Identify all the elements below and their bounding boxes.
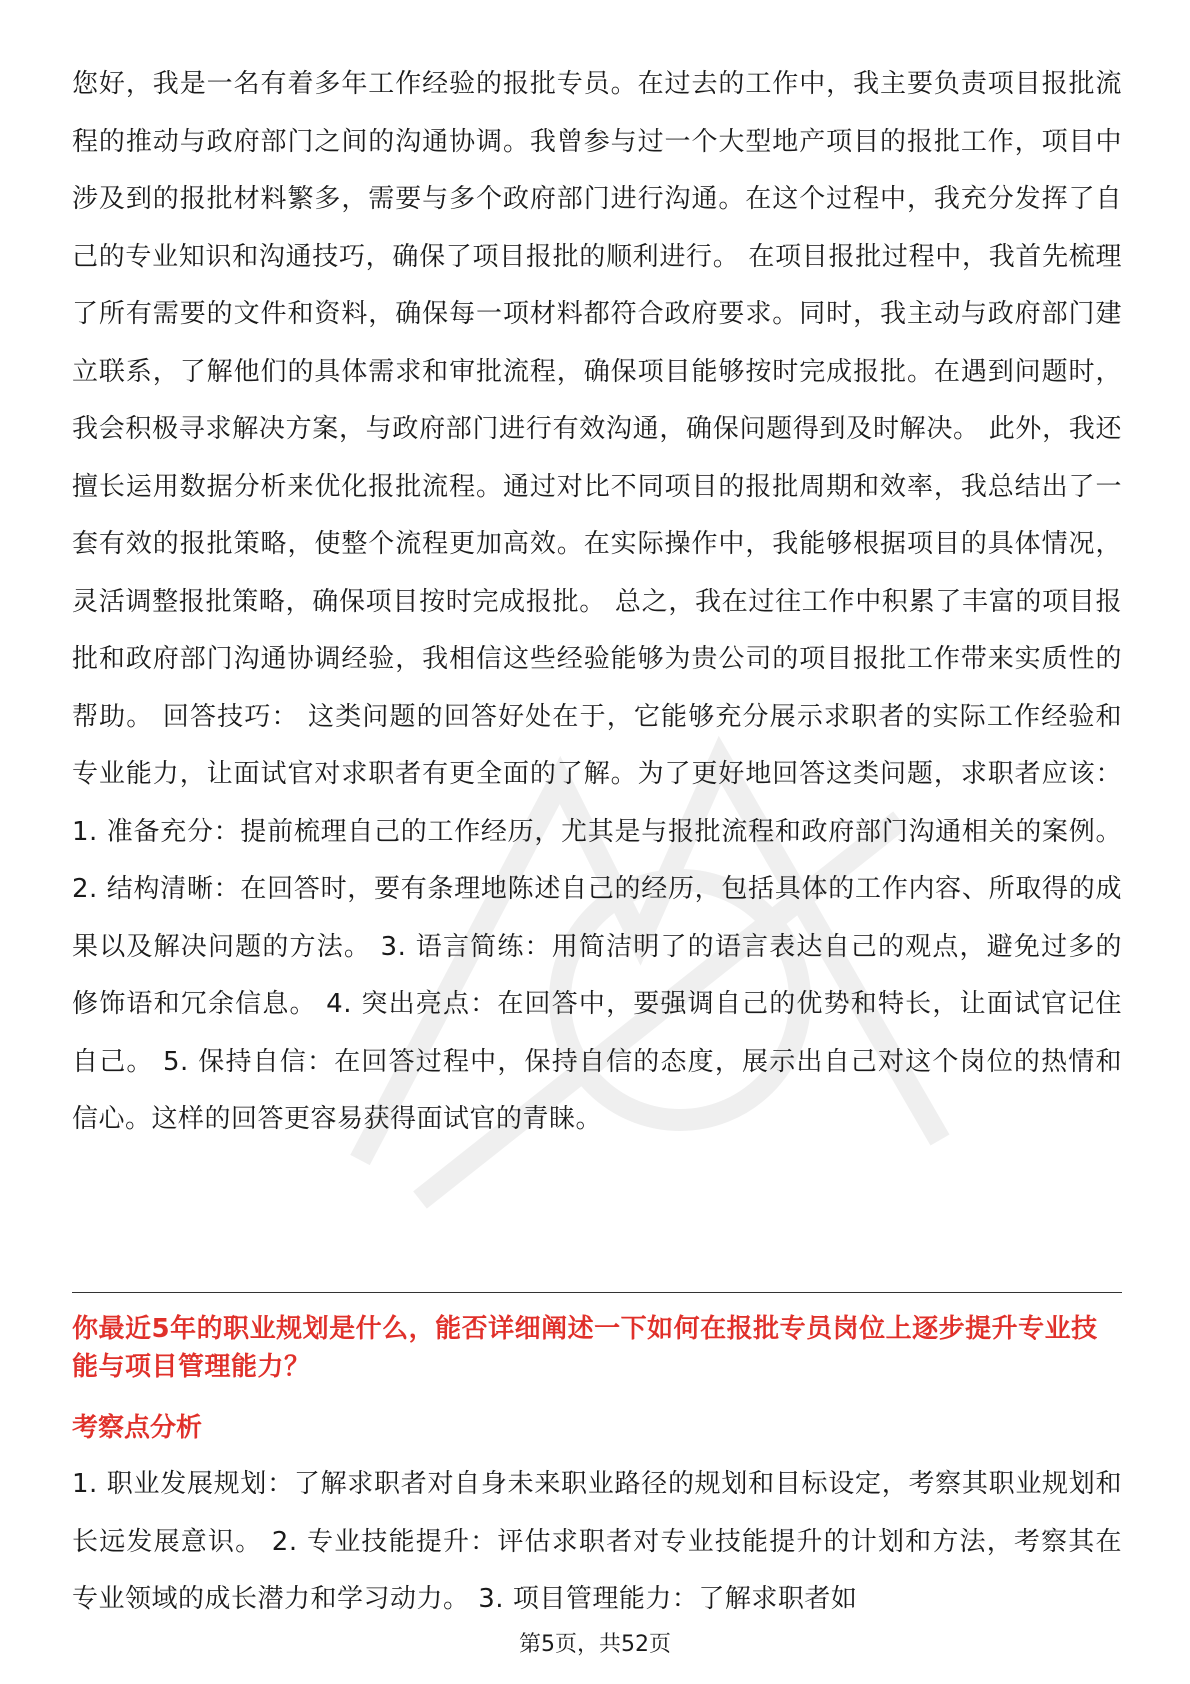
- analysis-heading: 考察点分析: [72, 1413, 203, 1443]
- page-footer: 第5页，共52页: [519, 1632, 671, 1657]
- analysis-paragraph: 1. 职业发展规划：了解求职者对自身未来职业路径的规划和目标设定，考察其职业规划和长远发展意识。 2. 专业技能提升：评估求职者对专业技能提升的计划和方法，考察其在专业领域的成长潜力和学习动力。 3. 项目管理能力：了解求职者如: [72, 1469, 1122, 1614]
- interview-question: 你最近5年的职业规划是什么，能否详细阐述一下如何在报批专员岗位上逐步提升专业技能与项目管理能力？: [72, 1314, 1098, 1382]
- answer-paragraph: 您好，我是一名有着多年工作经验的报批专员。在过去的工作中，我主要负责项目报批流程的推动与政府部门之间的沟通协调。我曾参与过一个大型地产项目的报批工作，项目中涉及到的报批材料繁多，需要与多个政府部门进行沟通。在这个过程中，我充分发挥了自己的专业知识和沟通技巧，确保了项目报批的顺利进行。 在项目报批过程中，我首先梳理了所有需要的文件和资料，确保每一项材料都符合政府要求。同时，我主动与政府部门建立联系，了解他们的具体需求和审批流程，确保项目能够按时完成报批。在遇到问题时，我会积极寻求解决方案，与政府部门进行有效沟通，确保问题得到及时解决。 此外，我还擅长运用数据分析来优化报批流程。通过对比不同项目的报批周期和效率，我总结出了一套有效的报批策略，使整个流程更加高效。在实际操作中，我能够根据项目的具体情况，灵活调整报批策略，确保项目按时完成报批。 总之，我在过往工作中积累了丰富的项目报批和政府部门沟通协调经验，我相信这些经验能够为贵公司的项目报批工作带来实质性的帮助。 回答技巧： 这类问题的回答好处在于，它能够充分展示求职者的实际工作经验和专业能力，让面试官对求职者有更全面的了解。为了更好地回答这类问题，求职者应该： 1. 准备充分：提前梳理自己的工作经历，尤其是与报批流程和政府部门沟通相关的案例。 2. 结构清晰：在回答时，要有条理地陈述自己的经历，包括具体的工作内容、所取得的成果以及解决问题的方法。 3. 语言简练：用简洁明了的语言表达自己的观点，避免过多的修饰语和冗余信息。 4. 突出亮点：在回答中，要强调自己的优势和特长，让面试官记住自己。 5. 保持自信：在回答过程中，保持自信的态度，展示出自己对这个岗位的热情和信心。这样的回答更容易获得面试官的青睐。: [72, 69, 1122, 1134]
- answer-section: [72, 56, 1122, 1149]
- section-divider: [72, 1292, 1122, 1293]
